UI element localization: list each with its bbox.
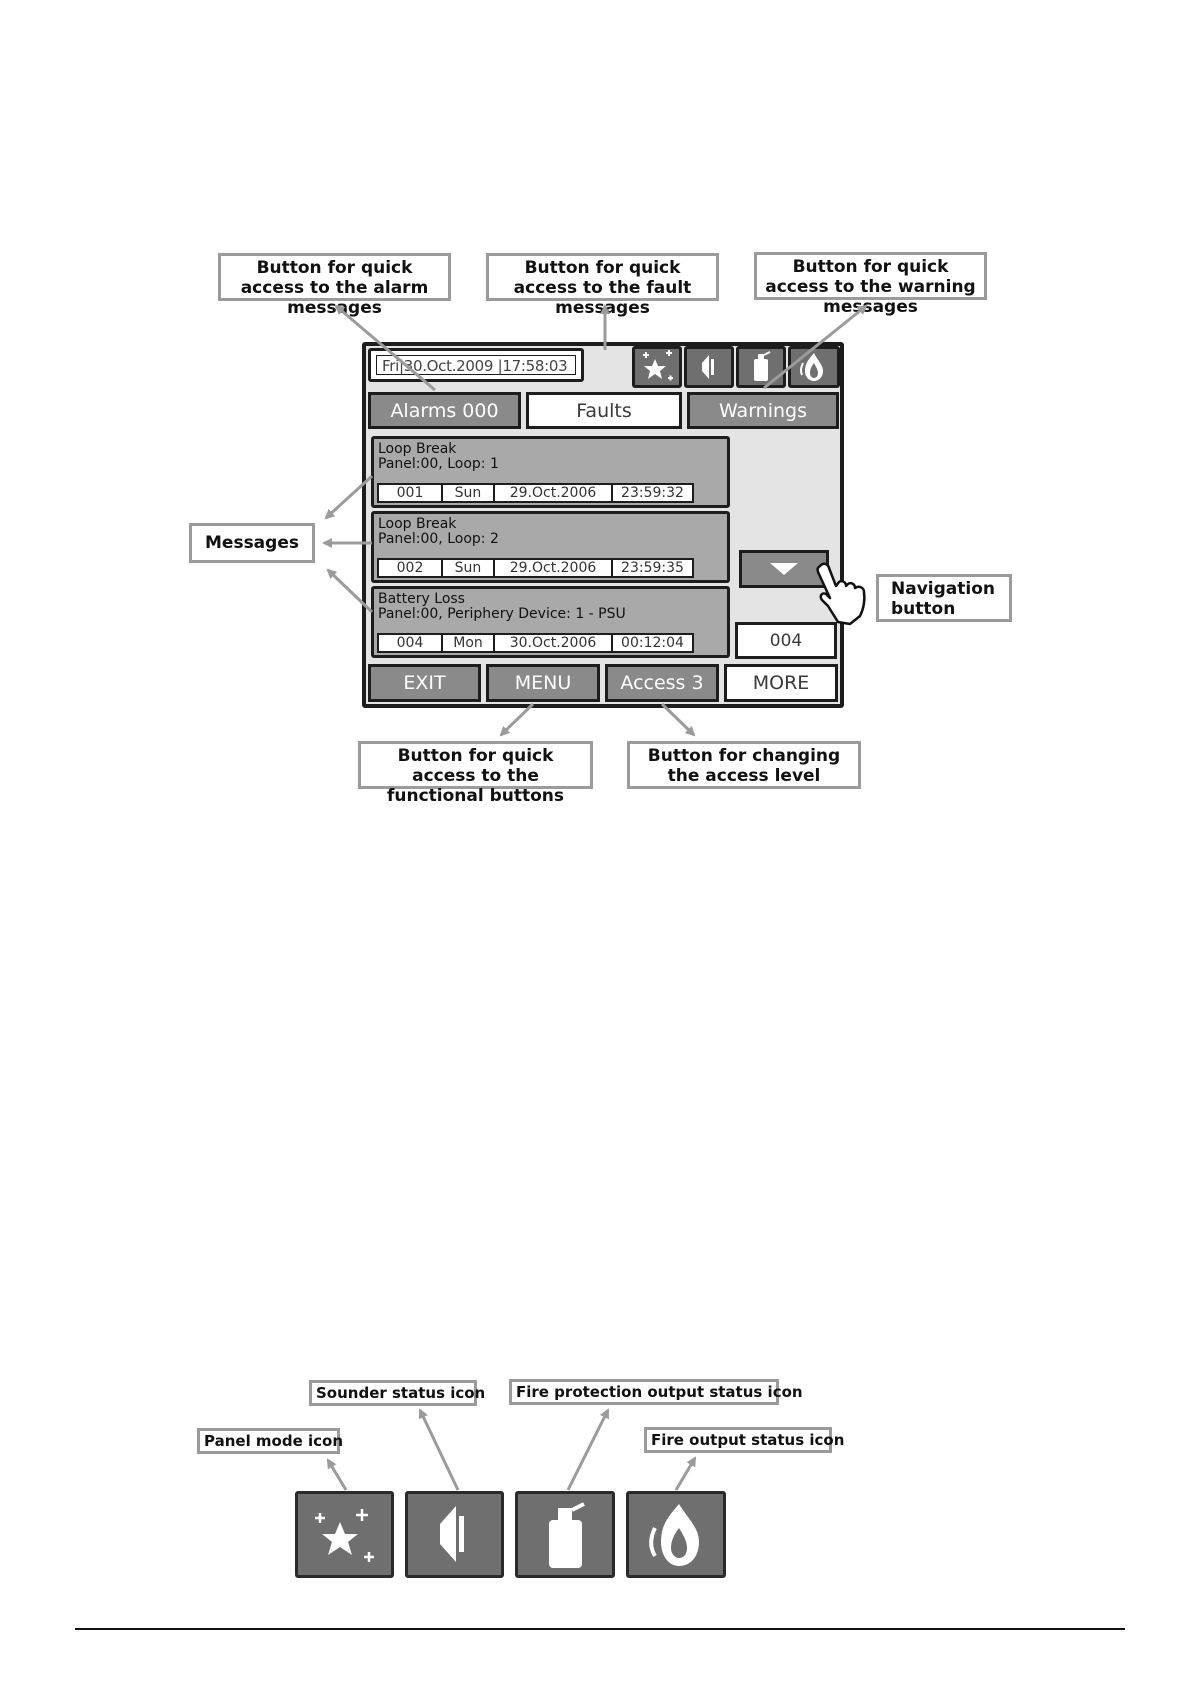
message-day: Sun	[443, 485, 495, 501]
callout-messages: Messages	[189, 523, 315, 563]
message-title: Loop Break	[378, 441, 457, 457]
callout-navigation: Navigation button	[876, 574, 1012, 622]
callout-arrows	[0, 0, 1191, 800]
message-number: 004	[379, 635, 443, 651]
message-time: 00:12:04	[621, 635, 684, 651]
message-number: 001	[379, 485, 443, 501]
callout-fault: Button for quick access to the fault messages	[486, 253, 719, 301]
legend-fire-output-label: Fire output status icon	[644, 1427, 832, 1453]
tab-faults[interactable]: Faults	[526, 392, 682, 429]
more-button[interactable]: MORE	[724, 664, 838, 702]
callout-alarm: Button for quick access to the alarm messages	[218, 253, 451, 301]
message-date: 30.Oct.2006	[495, 635, 613, 651]
message-title: Battery Loss	[378, 591, 465, 607]
legend-arrows	[0, 1350, 1191, 1500]
message-detail: Panel:00, Loop: 2	[378, 531, 499, 547]
message-day: Mon	[443, 635, 495, 651]
legend-fire-protection-label: Fire protection output status icon	[509, 1379, 779, 1405]
sounder-icon-large	[405, 1491, 504, 1578]
legend-panel-mode-label: Panel mode icon	[197, 1428, 340, 1454]
message-time: 23:59:35	[621, 560, 684, 576]
page-footer-rule	[75, 1628, 1125, 1630]
message-day: Sun	[443, 560, 495, 576]
fire-protection-icon-large	[515, 1491, 615, 1578]
tab-alarms[interactable]: Alarms 000	[368, 392, 521, 429]
message-time: 23:59:32	[621, 485, 684, 501]
access-button[interactable]: Access 3	[605, 664, 719, 702]
menu-button[interactable]: MENU	[486, 664, 600, 702]
exit-button[interactable]: EXIT	[368, 664, 481, 702]
callout-functional: Button for quick access to the functional buttons	[358, 741, 593, 789]
callout-warning: Button for quick access to the warning messages	[754, 252, 987, 300]
message-detail: Panel:00, Periphery Device: 1 - PSU	[378, 606, 626, 622]
message-title: Loop Break	[378, 516, 457, 532]
message-counter: 004	[735, 622, 837, 659]
tab-warnings[interactable]: Warnings	[687, 392, 839, 429]
callout-access: Button for changing the access level	[627, 741, 861, 789]
panel-mode-icon-large	[295, 1491, 394, 1578]
legend-sounder-label: Sounder status icon	[309, 1380, 477, 1406]
message-date: 29.Oct.2006	[495, 485, 613, 501]
datetime-text: Fri|30.Oct.2009 |17:58:03	[382, 357, 568, 375]
message-detail: Panel:00, Loop: 1	[378, 456, 499, 472]
fire-output-icon-large	[626, 1491, 726, 1578]
message-number: 002	[379, 560, 443, 576]
message-date: 29.Oct.2006	[495, 560, 613, 576]
